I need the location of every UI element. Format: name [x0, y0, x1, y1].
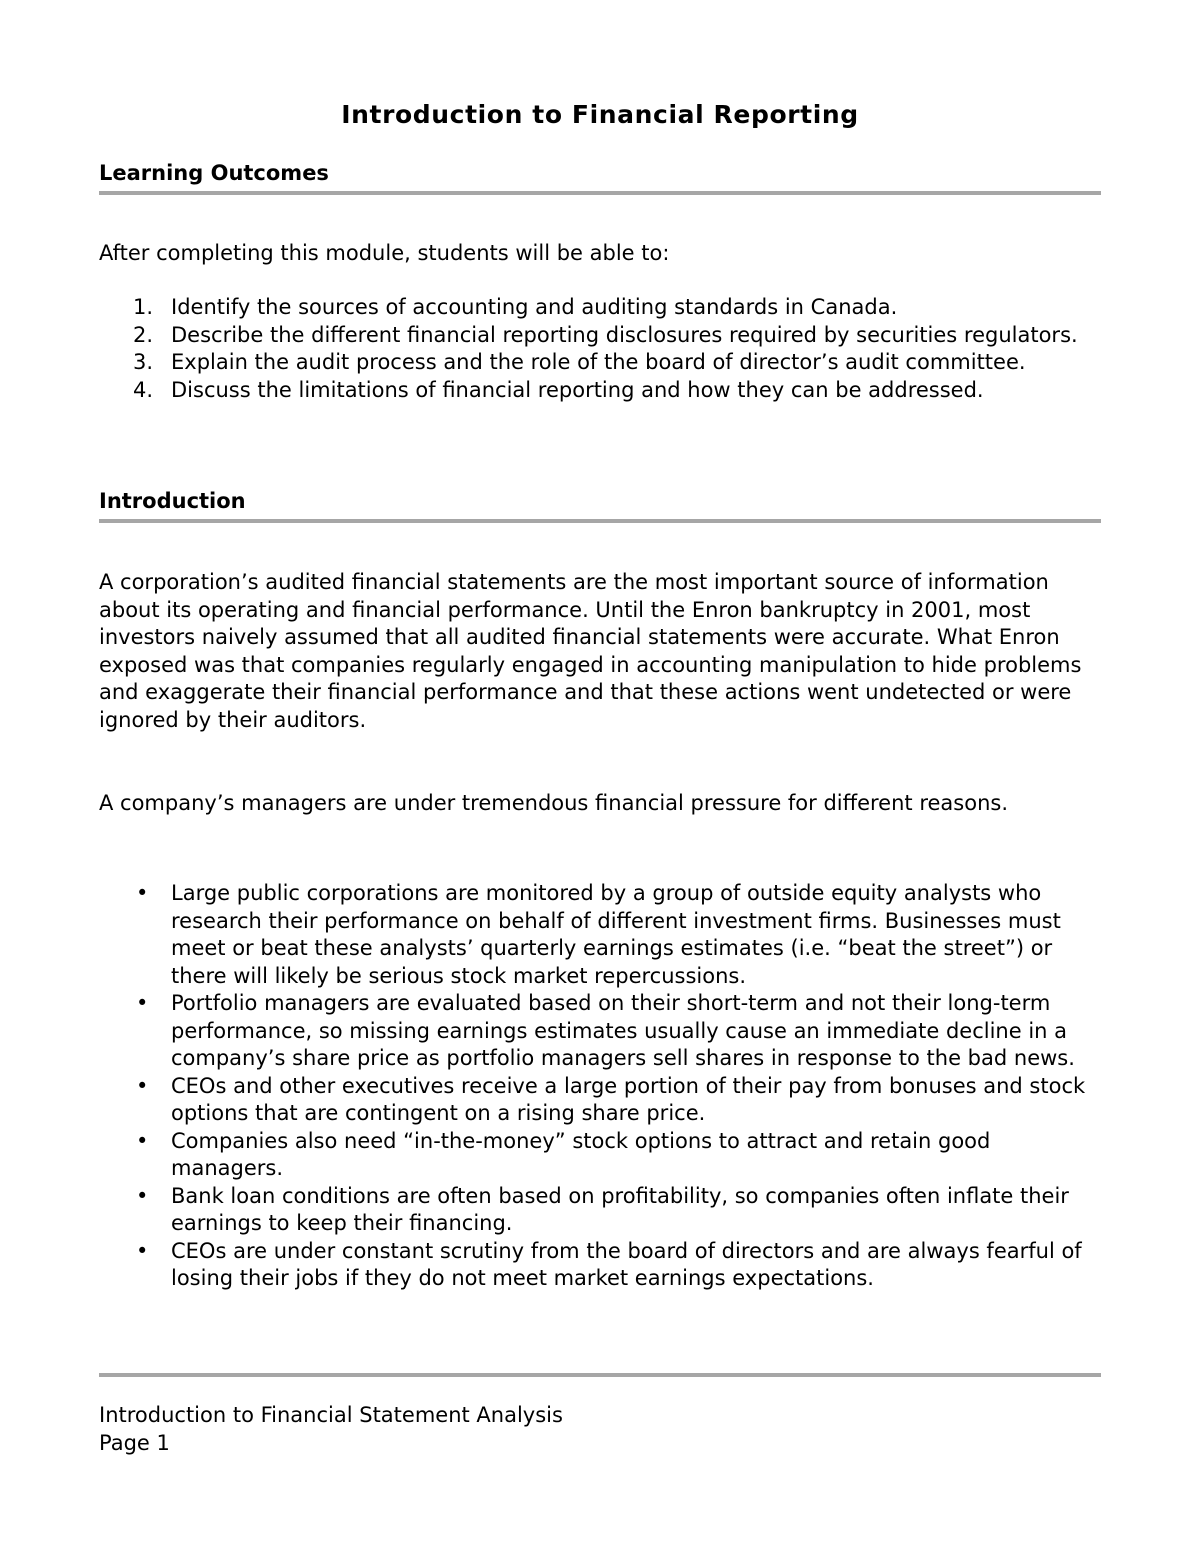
list-item	[99, 349, 1101, 377]
list-item-text: Bank loan conditions are often based on profitability, so companies often inflate their earnings to keep their financing.	[171, 1183, 1069, 1235]
bullet-icon: •	[136, 1238, 149, 1263]
list-item	[99, 294, 1101, 322]
list-item-number: 4.	[133, 377, 154, 402]
list-item	[99, 1128, 1101, 1183]
bullet-icon: •	[136, 1073, 149, 1098]
list-item-text: Explain the audit process and the role of the board of director’s audit committee.	[171, 350, 1026, 374]
list-item-text: CEOs and other executives receive a large portion of their pay from bonuses and stock options that are contingent on a rising share price.	[171, 1073, 1086, 1125]
list-item	[99, 1183, 1101, 1238]
learning-outcomes-list	[99, 294, 1101, 404]
list-item-number: 1.	[133, 295, 154, 319]
page-title: Introduction to Financial Reporting	[341, 100, 859, 129]
list-item	[99, 880, 1101, 990]
introduction-paragraph-2: A company’s managers are under tremendous financial pressure for different reasons.	[99, 791, 1008, 815]
list-item-number: 3.	[133, 350, 154, 374]
bullet-icon: •	[136, 991, 149, 1015]
list-item-text: Large public corporations are monitored by a group of outside equity analysts who research their performance on behalf of different investment firms. Businesses must meet or beat these analysts’ quarterly earnings estimates (i.e. “beat the street”) or there will likely be serious stock market repercussions.	[171, 881, 1061, 988]
introduction-paragraph-1: A corporation’s audited financial statements are the most important source of information about its operating and financial performance. Until the Enron bankruptcy in 2001, most investors naively assumed that all audited financial statements were accurate. What Enron exposed was that companies regularly engaged in accounting manipulation to hide problems and exaggerate their financial performance and that these actions went undetected or were ignored by their auditors.	[99, 570, 1082, 732]
list-item-number: 2.	[133, 322, 154, 347]
bullet-icon: •	[136, 1183, 149, 1208]
list-item	[99, 990, 1101, 1073]
list-item-text: Describe the different financial reporting disclosures required by securities regulators.	[171, 322, 1078, 347]
footer-divider	[99, 1373, 1101, 1377]
document-page	[99, 0, 1101, 1553]
list-item	[99, 1073, 1101, 1128]
list-item-text: Identify the sources of accounting and auditing standards in Canada.	[171, 295, 898, 319]
bullet-icon: •	[136, 881, 149, 905]
footer-course-title: Introduction to Financial Statement Analysis	[99, 1403, 563, 1427]
list-item-text: Portfolio managers are evaluated based on their short-term and not their long-term performance, so missing earnings estimates usually cause an immediate decline in a company’s share price as portfolio managers sell shares in response to the bad news.	[171, 991, 1075, 1070]
introduction-heading: Introduction	[99, 486, 1101, 523]
list-item-text: Companies also need “in-the-money” stock options to attract and retain good managers.	[171, 1128, 991, 1180]
list-item-text: CEOs are under constant scrutiny from the board of directors and are always fearful of losing their jobs if they do not meet market earnings expectations.	[171, 1238, 1082, 1290]
pressures-bullet-list	[99, 880, 1101, 1293]
page-footer	[99, 1401, 1101, 1457]
learning-outcomes-lead: After completing this module, students will be able to:	[99, 241, 670, 265]
list-item	[99, 322, 1101, 350]
bullet-icon: •	[136, 1128, 149, 1153]
list-item	[99, 377, 1101, 405]
list-item-text: Discuss the limitations of financial reporting and how they can be addressed.	[171, 377, 984, 402]
footer-page-number: Page 1	[99, 1431, 170, 1455]
learning-outcomes-heading: Learning Outcomes	[99, 158, 1101, 195]
list-item	[99, 1238, 1101, 1293]
